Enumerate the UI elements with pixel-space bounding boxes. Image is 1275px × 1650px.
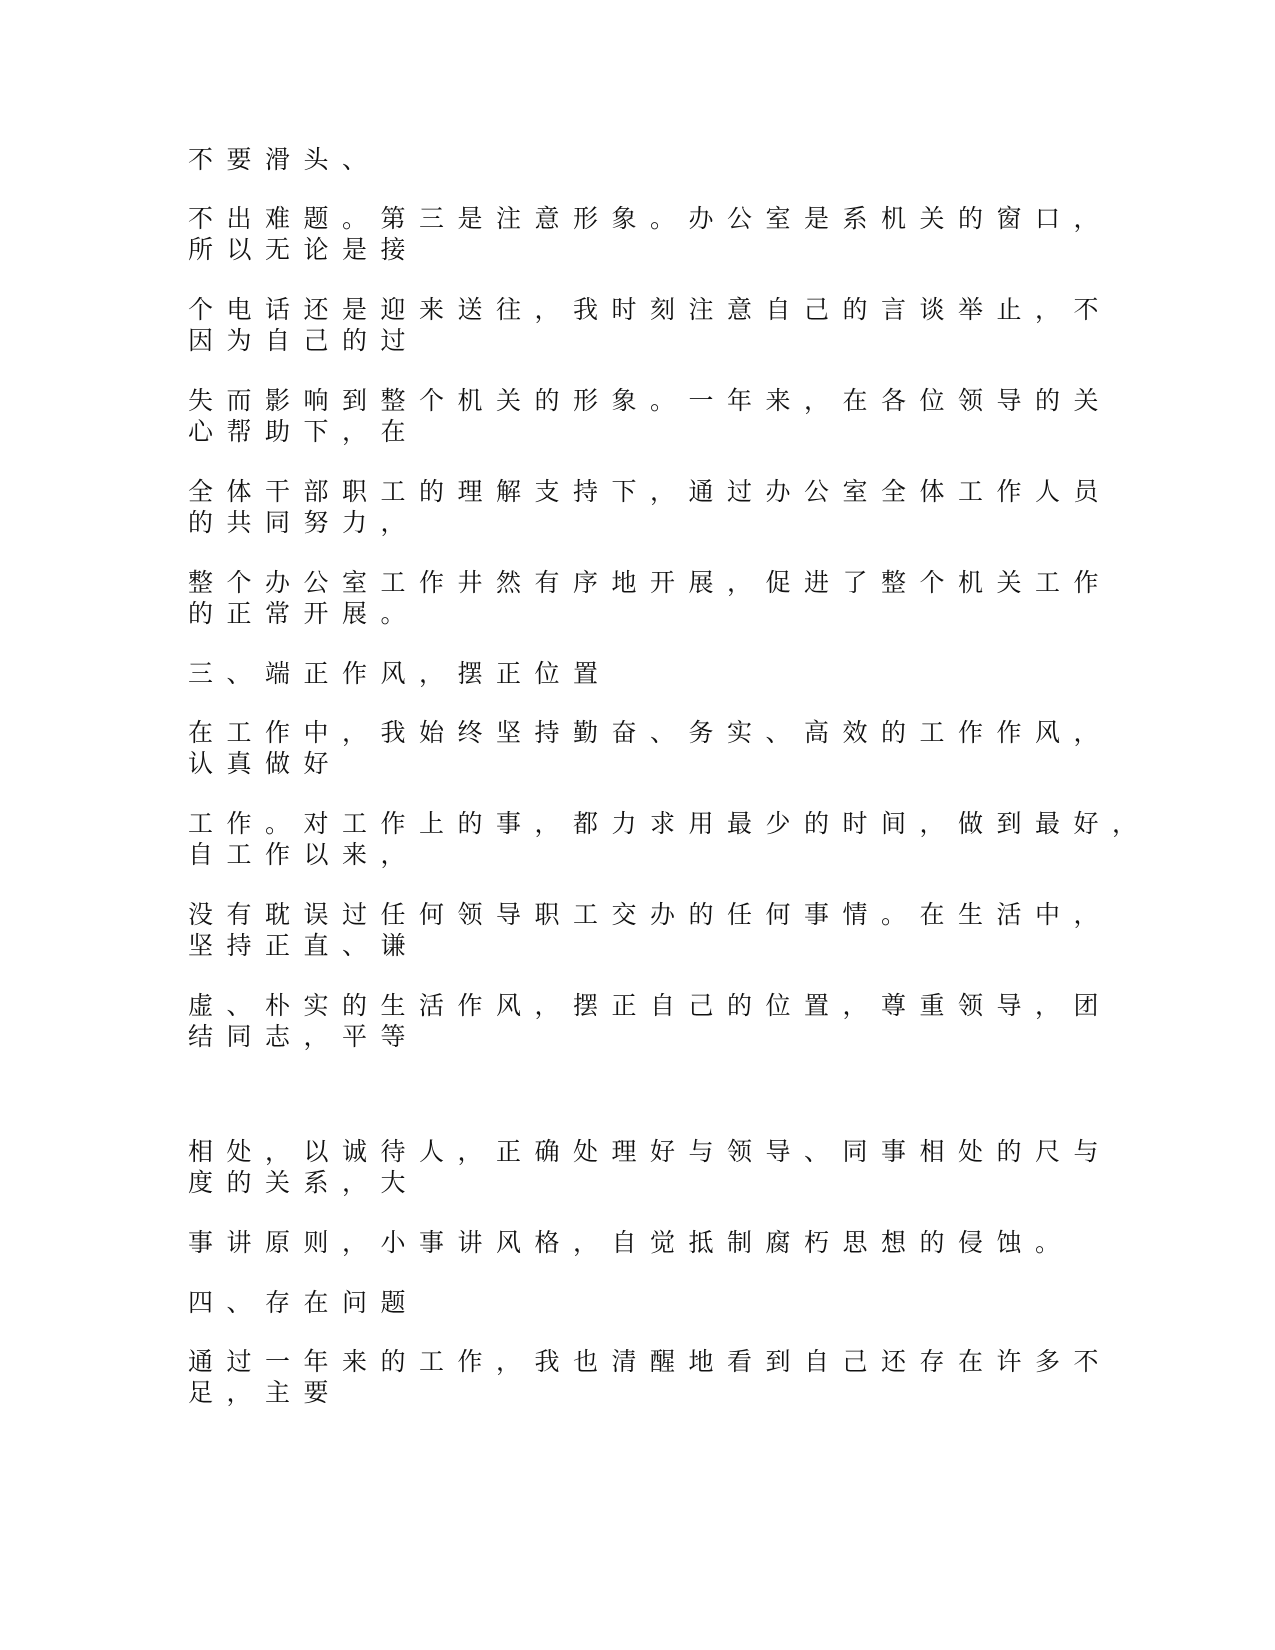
text-line: 不出难题。第三是注意形象。办公室是系机关的窗口， (188, 204, 1113, 233)
text-line: 坚持正直、谦 (188, 931, 420, 960)
text-line: 失而影响到整个机关的形象。一年来，在各位领导的关 (188, 386, 1113, 415)
text-line: 没有耽误过任何领导职工交办的任何事情。在生活中， (188, 900, 1113, 929)
text-paragraph (188, 385, 1113, 447)
text-paragraph (188, 717, 1113, 779)
heading-line: 四、存在问题 (188, 1288, 420, 1317)
text-line: 整个办公室工作井然有序地开展，促进了整个机关工作 (188, 568, 1113, 597)
text-paragraph (188, 144, 1108, 175)
text-line: 个电话还是迎来送往，我时刻注意自己的言谈举止，不 (188, 295, 1113, 324)
text-paragraph (188, 1136, 1113, 1198)
text-paragraph (188, 294, 1113, 356)
text-line: 虚、朴实的生活作风，摆正自己的位置，尊重领导，团 (188, 991, 1113, 1020)
text-paragraph (188, 1346, 1113, 1408)
text-line: 的共同努力， (188, 508, 420, 537)
text-paragraph (188, 1227, 1108, 1258)
text-line: 足，主要 (188, 1378, 343, 1407)
text-line: 自工作以来， (188, 840, 420, 869)
text-line: 在工作中，我始终坚持勤奋、务实、高效的工作作风， (188, 718, 1113, 747)
heading-line: 三、端正作风，摆正位置 (188, 659, 612, 688)
text-paragraph (188, 990, 1113, 1052)
text-line: 工作。对工作上的事，都力求用最少的时间，做到最好， (188, 809, 1151, 838)
section-heading (188, 1287, 1108, 1318)
text-paragraph (188, 899, 1113, 961)
text-paragraph (188, 476, 1113, 538)
text-line: 因为自己的过 (188, 326, 420, 355)
text-line: 相处，以诚待人，正确处理好与领导、同事相处的尺与 (188, 1137, 1113, 1166)
text-paragraph (188, 567, 1113, 629)
text-line: 结同志，平等 (188, 1022, 420, 1051)
text-paragraph (188, 808, 1151, 870)
text-line: 心帮助下，在 (188, 417, 420, 446)
text-line: 认真做好 (188, 749, 343, 778)
text-line: 度的关系，大 (188, 1168, 420, 1197)
text-line: 全体干部职工的理解支持下，通过办公室全体工作人员 (188, 477, 1113, 506)
text-line: 通过一年来的工作，我也清醒地看到自己还存在许多不 (188, 1347, 1113, 1376)
text-line: 事讲原则，小事讲风格，自觉抵制腐朽思想的侵蚀。 (188, 1228, 1074, 1257)
text-line: 所以无论是接 (188, 235, 420, 264)
section-heading (188, 658, 1108, 689)
text-line: 的正常开展。 (188, 599, 420, 628)
text-paragraph (188, 203, 1113, 265)
text-line: 不要滑头、 (188, 145, 381, 174)
